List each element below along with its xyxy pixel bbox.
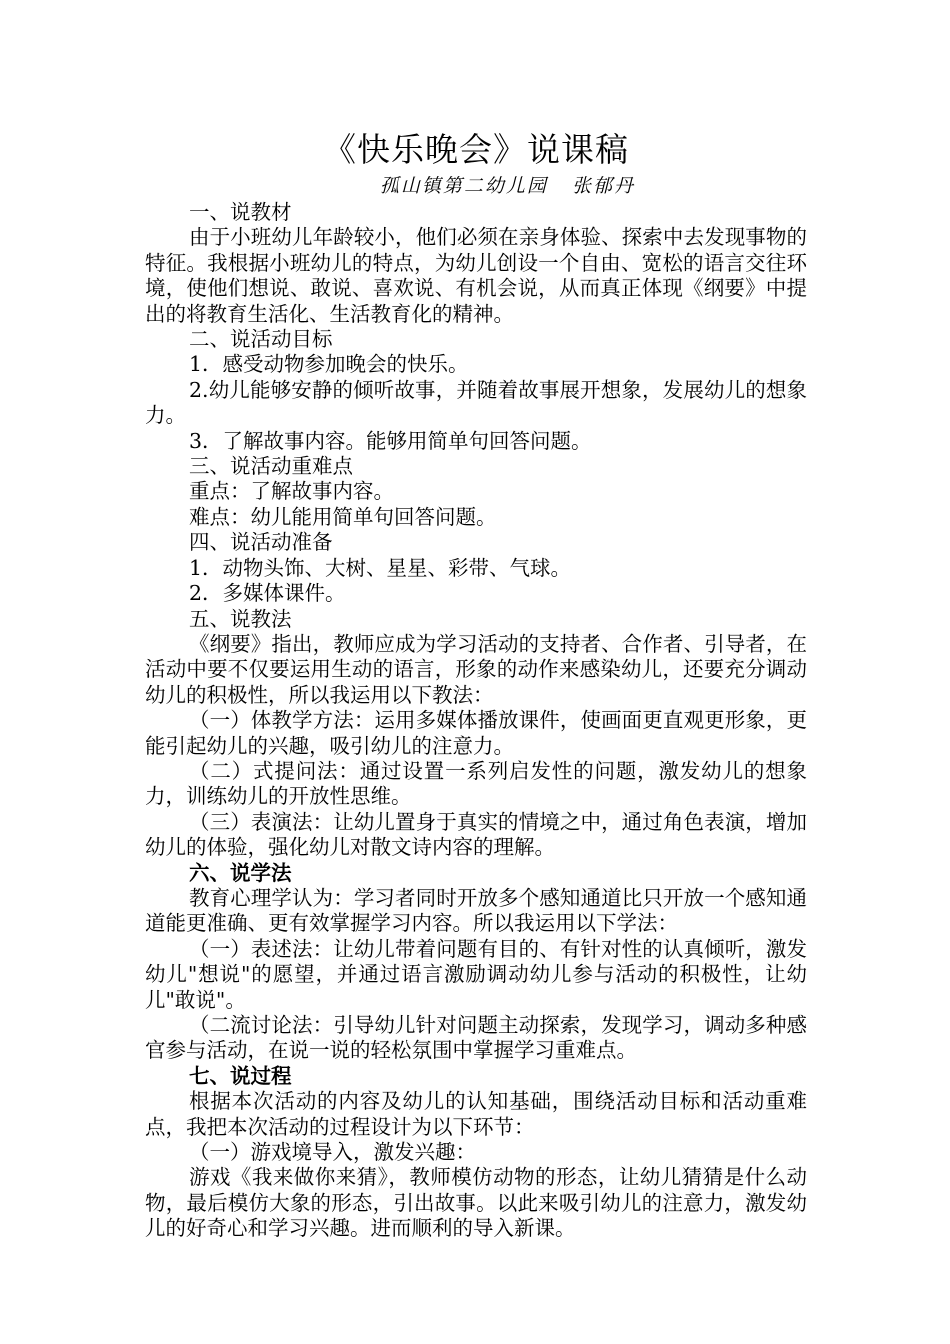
paragraph: （二）式提问法：通过设置一系列启发性的问题，激发幼儿的想象力，训练幼儿的开放性思维。 bbox=[145, 758, 807, 809]
paragraph: （一）游戏境导入，激发兴趣： bbox=[189, 1140, 476, 1165]
paragraph: （二流讨论法：引导幼儿针对问题主动探索，发现学习，调动多种感官参与活动，在说一说的轻松氛围中掌握学习重难点。 bbox=[145, 1013, 807, 1063]
paragraph: 一、说教材 bbox=[189, 200, 292, 224]
paragraph: 六、说学法 bbox=[189, 860, 292, 885]
paragraph: 教育心理学认为：学习者同时开放多个感知通道比只开放一个感知通道能更准确、更有效掌握学习内容。所以我运用以下学法： bbox=[145, 885, 807, 936]
paragraph: （一）体教学方法：运用多媒体播放课件，使画面更直观更形象，更能引起幼儿的兴趣，吸引幼儿的注意力。 bbox=[145, 708, 807, 758]
paragraph: （一）表述法：让幼儿带着问题有目的、有针对性的认真倾听，激发幼儿"想说"的愿望，并通过语言激励调动幼儿参与活动的积极性，让幼儿"敢说"。 bbox=[145, 936, 807, 1012]
document-page bbox=[145, 128, 807, 1242]
paragraph: 五、说教法 bbox=[189, 606, 292, 631]
paragraph: 2.幼儿能够安静的倾听故事，并随着故事展开想象，发展幼儿的想象力。 bbox=[145, 377, 807, 428]
paragraph: 根据本次活动的内容及幼儿的认知基础，围绕活动目标和活动重难点，我把本次活动的过程设计为以下环节： bbox=[145, 1089, 807, 1139]
paragraph: 3．了解故事内容。能够用简单句回答问题。 bbox=[189, 428, 592, 453]
paragraph: 2．多媒体课件。 bbox=[189, 581, 346, 606]
paragraph: 四、说活动准备 bbox=[189, 530, 333, 555]
paragraph: 由于小班幼儿年龄较小，他们必须在亲身体验、探索中去发现事物的特征。我根据小班幼儿的特点，为幼儿创设一个自由、宽松的语言交往环境，使他们想说、敢说、喜欢说、有机会说，从而真正体现《纲要》中提出的将教育生活化、生活教育化的精神。 bbox=[145, 225, 807, 326]
paragraph: 二、说活动目标 bbox=[189, 327, 333, 352]
document-title: 《快乐晚会》说课稿 bbox=[323, 130, 629, 169]
paragraph: 1．感受动物参加晚会的快乐。 bbox=[189, 352, 469, 377]
document-body bbox=[145, 200, 807, 1242]
paragraph: 七、说过程 bbox=[189, 1063, 292, 1088]
paragraph: 三、说活动重难点 bbox=[189, 454, 353, 479]
paragraph: 重点：了解故事内容。 bbox=[189, 479, 394, 504]
paragraph: 1．动物头饰、大树、星星、彩带、气球。 bbox=[189, 555, 572, 580]
paragraph: 《纲要》指出，教师应成为学习活动的支持者、合作者、引导者，在活动中要不仅要运用生动的语言，形象的动作来感染幼儿，还要充分调动幼儿的积极性，所以我运用以下教法： bbox=[145, 631, 807, 707]
paragraph: （三）表演法：让幼儿置身于真实的情境之中，通过角色表演，增加幼儿的体验，强化幼儿对散文诗内容的理解。 bbox=[145, 809, 807, 860]
paragraph: 游戏《我来做你来猜》，教师模仿动物的形态，让幼儿猜猜是什么动物，最后模仿大象的形态，引出故事。以此来吸引幼儿的注意力，激发幼儿的好奇心和学习兴趣。进而顺利的导入新课。 bbox=[145, 1165, 807, 1241]
author-line: 孤山镇第二幼儿园 张郁丹 bbox=[379, 175, 635, 197]
paragraph: 难点：幼儿能用简单句回答问题。 bbox=[189, 504, 497, 529]
